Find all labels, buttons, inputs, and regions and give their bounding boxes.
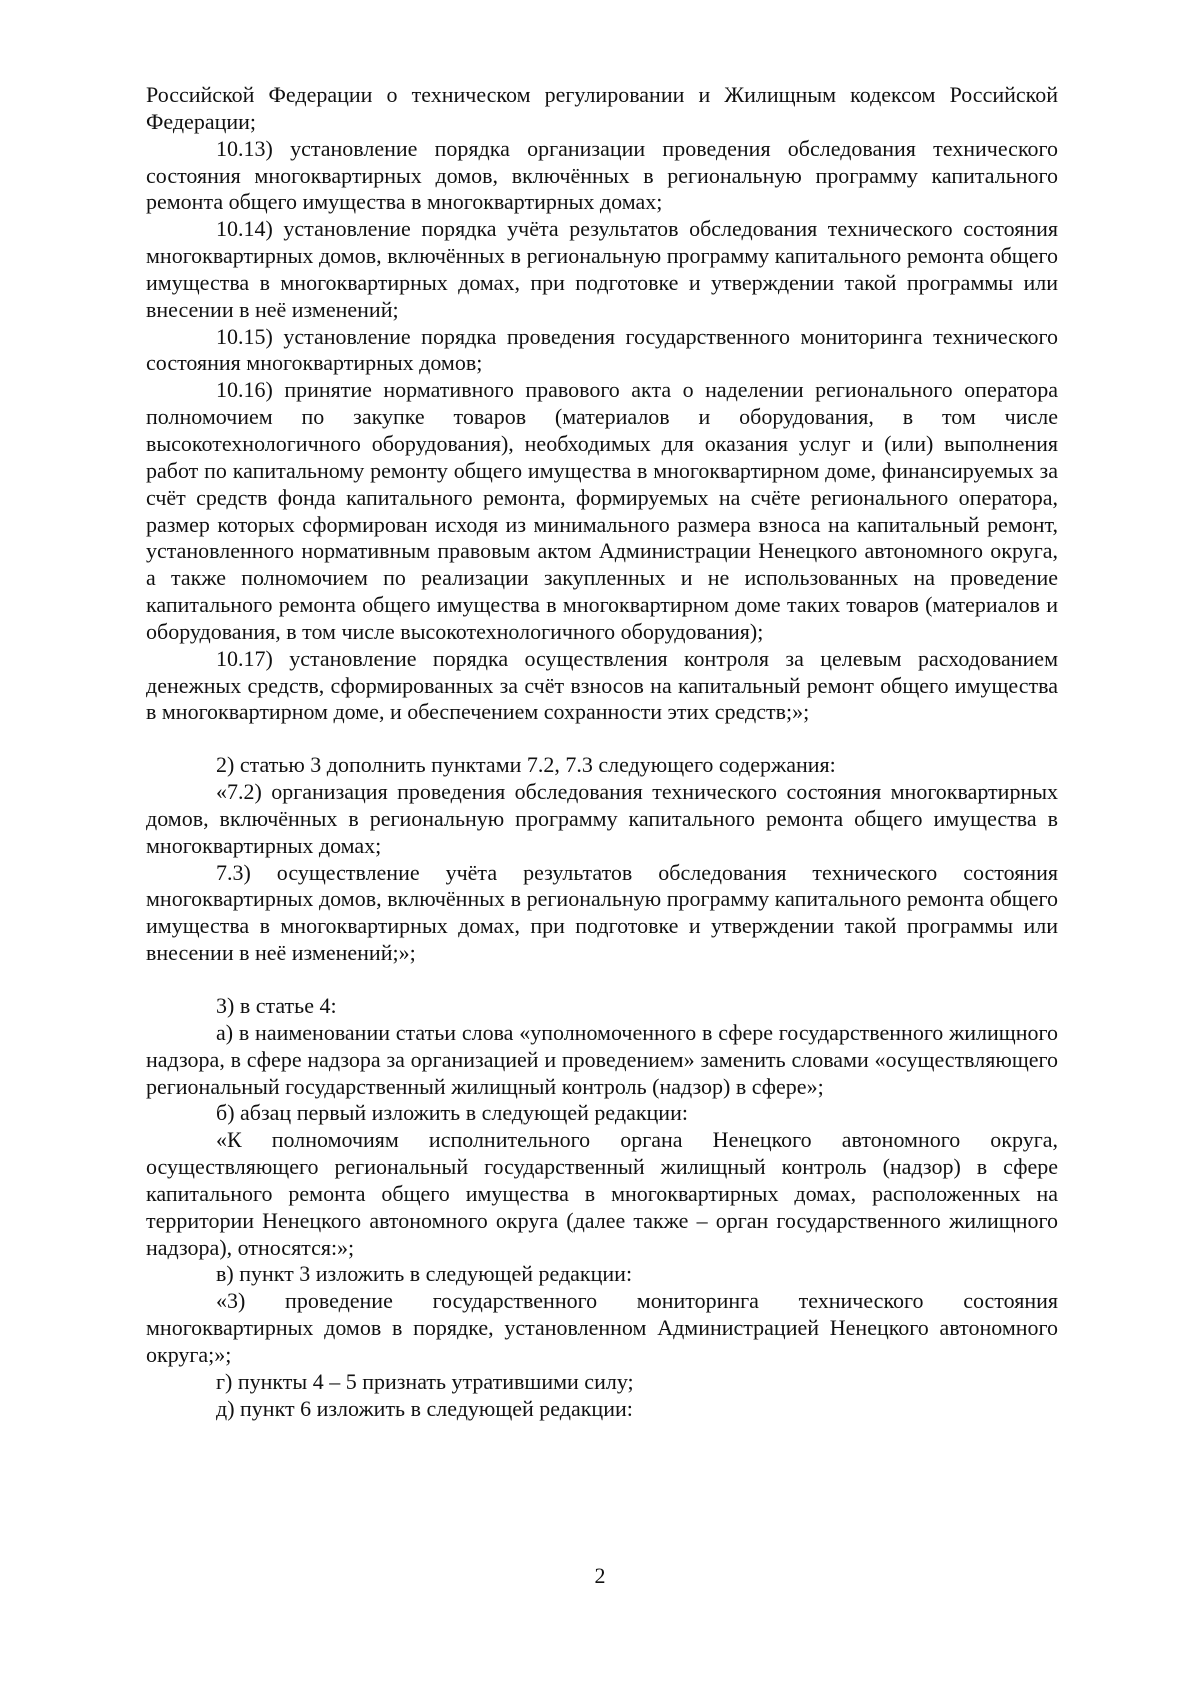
paragraph-item-2: 2) статью 3 дополнить пунктами 7.2, 7.3 следующего содержания: [216, 752, 836, 778]
page-number: 2 [594, 1563, 606, 1588]
paragraph-10-13: 10.13) установление порядка организации проведения обследования технического состояния многоквартирных домов, включённых в региональную программу капитального ремонта общего имущества в многоквартирных домах; [146, 135, 1058, 215]
paragraph-10-16: 10.16) принятие нормативного правового акта о наделении регионального оператора полномочием по закупке товаров (материалов и оборудования, в том числе высокотехнологичного оборудования), необходимых для оказания услуг и (или) выполнения работ по капитальному ремонту общего имущества в многоквартирном доме, финансируемых за счёт средств фонда капитального ремонта, формируемых на счёте регионального оператора, размер которых сформирован исходя из минимального размера взноса на капитальный ремонт, установленного нормативным правовым актом Администрации Ненецкого автономного округа, а также полномочием по реализации закупленных и не использованных на проведение капитального ремонта общего имущества в многоквартирном доме таких товаров (материалов и оборудования, в том числе высокотехнологичного оборудования); [146, 377, 1058, 644]
paragraph-7-2: «7.2) организация проведения обследования технического состояния многоквартирных домов, включённых в региональную программу капитального ремонта общего имущества в многоквартирных домах; [146, 779, 1058, 858]
paragraph-sub-b: б) абзац первый изложить в следующей редакции: [216, 1100, 688, 1126]
document-body [146, 82, 1058, 1423]
paragraph-continuation: Российской Федерации о техническом регулировании и Жилищным кодексом Российской Федерации; [146, 82, 1058, 134]
paragraph-7-3: 7.3) осуществление учёта результатов обследования технического состояния многоквартирных домов, включённых в региональную программу капитального ремонта общего имущества в многоквартирных домах, при подготовке и утверждении такой программы или внесении в неё изменений;»; [146, 859, 1058, 966]
paragraph-quote-first-abzac: «К полномочиям исполнительного органа Ненецкого автономного округа, осуществляющего региональный государственный жилищный контроль (надзор) в сфере капитального ремонта общего имущества в многоквартирных домах, расположенных на территории Ненецкого автономного округа (далее также – орган государственного жилищного надзора), относятся:»; [146, 1127, 1058, 1260]
paragraph-sub-a: а) в наименовании статьи слова «уполномоченного в сфере государственного жилищного надзора, в сфере надзора за организацией и проведением» заменить словами «осуществляющего региональный государственный жилищный контроль (надзор) в сфере»; [146, 1019, 1058, 1099]
paragraph-10-17: 10.17) установление порядка осуществления контроля за целевым расходованием денежных средств, сформированных за счёт взносов на капитальный ремонт общего имущества в многоквартирном доме, и обеспечением сохранности этих средств;»; [146, 645, 1058, 725]
paragraph-sub-g: г) пункты 4 – 5 признать утратившими силу; [216, 1368, 634, 1394]
paragraph-quote-item-3: «3) проведение государственного мониторинга технического состояния многоквартирных домов в порядке, установленном Администрацией Ненецкого автономного округа;»; [146, 1288, 1058, 1367]
paragraph-10-15: 10.15) установление порядка проведения государственного мониторинга технического состояния многоквартирных домов; [146, 323, 1058, 376]
paragraph-sub-v: в) пункт 3 изложить в следующей редакции: [216, 1261, 633, 1287]
paragraph-item-3: 3) в статье 4: [216, 993, 337, 1018]
paragraph-sub-d: д) пункт 6 изложить в следующей редакции: [216, 1395, 633, 1421]
paragraph-10-14: 10.14) установление порядка учёта результатов обследования технического состояния многоквартирных домов, включённых в региональную программу капитального ремонта общего имущества в многоквартирных домах, при подготовке и утверждении такой программы или внесении в неё изменений; [146, 216, 1058, 322]
